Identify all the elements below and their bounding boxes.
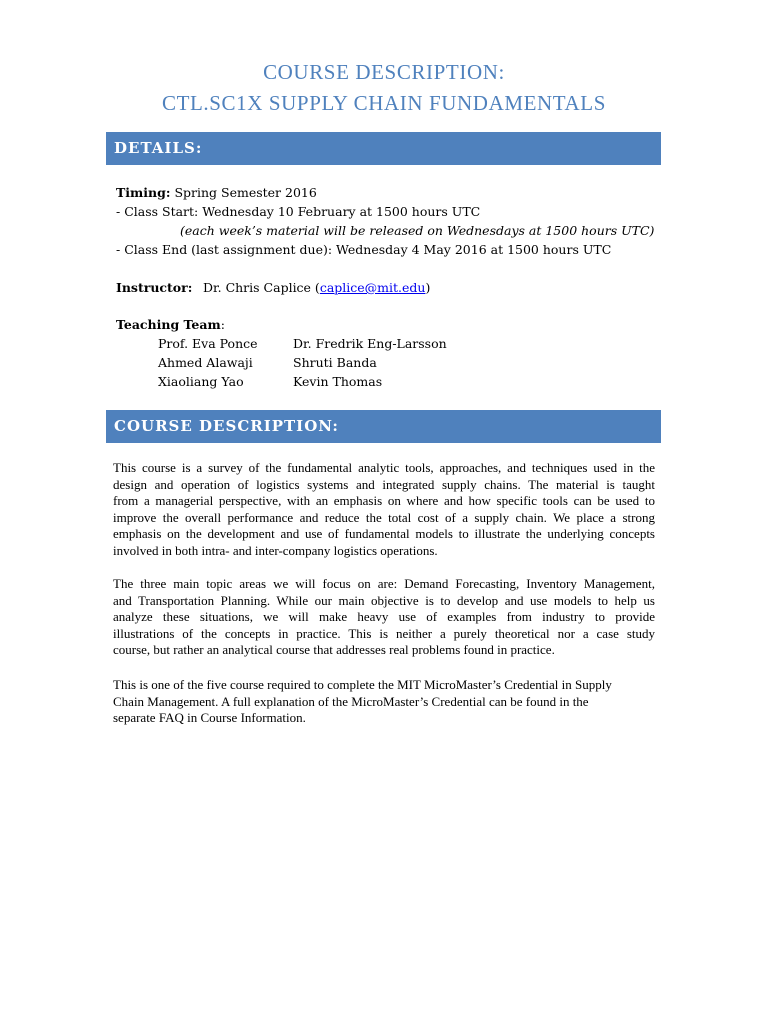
- paragraph-line: illustrations of the concepts in practice. This is neither a purely theoretical nor a case study: [113, 625, 655, 641]
- paragraph-line: design and operation of logistics systems and integrated supply chains. The material is taught: [113, 476, 655, 492]
- class-end: - Class End (last assignment due): Wednesday 4 May 2016 at 1500 hours UTC: [116, 242, 612, 257]
- timing-line: [116, 185, 317, 201]
- paragraph-1: [113, 460, 655, 560]
- paragraph-3: [113, 677, 655, 727]
- paragraph-line: emphasis on the development and use of fundamental models to illustrate the underlying concepts: [113, 526, 655, 542]
- paragraph-2: [113, 576, 655, 659]
- details-heading: DETAILS:: [106, 132, 661, 165]
- page-subtitle: CTL.SC1X SUPPLY CHAIN FUNDAMENTALS: [161, 91, 607, 115]
- paragraph-line: The three main topic areas we will focus on are: Demand Forecasting, Inventory Management,: [113, 576, 655, 591]
- team-member: Prof. Eva Ponce: [158, 336, 258, 351]
- paragraph-line: involved in both intra- and inter-company logistics operations.: [113, 542, 438, 558]
- timing-value: Spring Semester 2016: [170, 185, 317, 200]
- paragraph-line: Chain Management. A full explanation of the MicroMaster’s Credential can be found in the: [113, 693, 589, 709]
- paragraph-line: separate FAQ in Course Information.: [113, 710, 306, 726]
- paragraph-line: analyze these situations, we will make heavy use of examples from industry to provide: [113, 609, 655, 625]
- page-title: COURSE DESCRIPTION:: [263, 60, 505, 84]
- release-note: (each week’s material will be released on Wednesdays at 1500 hours UTC): [180, 223, 655, 238]
- instructor-name: Dr. Chris Caplice (: [203, 280, 320, 295]
- teaching-team-line: [116, 317, 225, 333]
- team-member: Ahmed Alawaji: [158, 355, 253, 370]
- instructor-line: [116, 280, 192, 296]
- paragraph-line: from a managerial perspective, with an emphasis on where and how specific tools can be used to: [113, 493, 655, 509]
- instructor-value: [203, 280, 430, 296]
- instructor-email-link[interactable]: caplice@mit.edu: [319, 280, 426, 295]
- teaching-team-label: Teaching Team: [116, 317, 221, 332]
- paragraph-line: course, but rather an analytical course that addresses real problems found in practice.: [113, 642, 555, 658]
- team-member: Xiaoliang Yao: [158, 374, 244, 389]
- timing-label: Timing:: [116, 185, 171, 200]
- team-member: Kevin Thomas: [293, 374, 383, 389]
- team-member: Shruti Banda: [293, 355, 377, 370]
- paragraph-line: This course is a survey of the fundamental analytic tools, approaches, and techniques used in the: [113, 460, 655, 475]
- instructor-close: ): [425, 280, 431, 295]
- instructor-label: Instructor:: [116, 280, 193, 295]
- paragraph-line: This is one of the five course required to complete the MIT MicroMaster’s Credential in Supply: [113, 677, 612, 692]
- paragraph-line: and Transportation Planning. While our main objective is to develop and use models to help us: [113, 592, 655, 608]
- course-description-heading: COURSE DESCRIPTION:: [106, 410, 661, 443]
- paragraph-line: improve the overall performance and reduce the total cost of a supply chain. We place a strong: [113, 509, 655, 525]
- team-member: Dr. Fredrik Eng-Larsson: [293, 336, 447, 351]
- class-start: - Class Start: Wednesday 10 February at 1500 hours UTC: [116, 204, 481, 219]
- teaching-team-colon: :: [220, 317, 225, 332]
